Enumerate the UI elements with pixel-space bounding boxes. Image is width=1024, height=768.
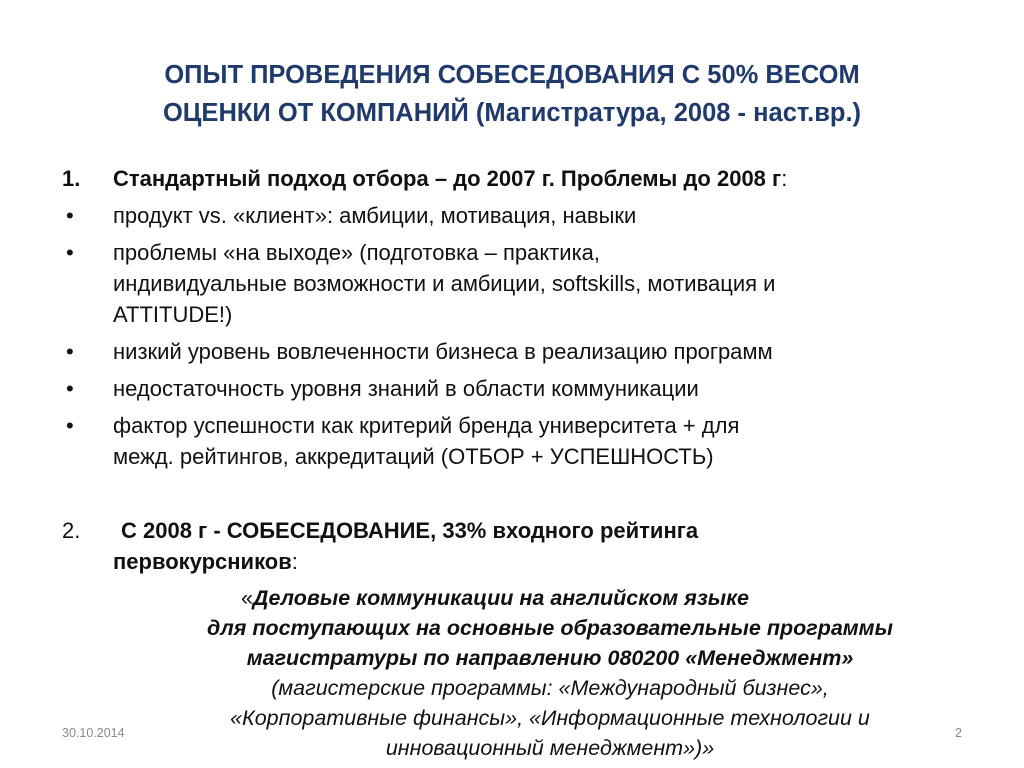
slide-title-line-2: ОЦЕНКИ ОТ КОМПАНИЙ (Магистратура, 2008 - наст.вр.) — [162, 99, 862, 127]
section-1-heading-text: Стандартный подход отбора – до 2007 г. Проблемы до 2008 г — [113, 166, 782, 191]
bullet-item-2-line-2: индивидуальные возможности и амбиции, softskills, мотивация и — [113, 271, 776, 296]
section-2-heading-colon: : — [291, 549, 298, 574]
bullet-item-5-line-1: фактор успешности как критерий бренда университета + для — [113, 413, 740, 438]
bullet-item-1-line-1: продукт vs. «клиент»: амбиции, мотивация, навыки — [113, 203, 637, 228]
course-quote-line-1: Деловые коммуникации на английском языке — [252, 586, 750, 610]
course-quote-line-6: инновационный менеджмент»)» — [385, 736, 715, 760]
section-2-number: 2. — [62, 518, 81, 543]
bullet-icon: • — [66, 376, 74, 401]
section-1-number: 1. — [62, 166, 81, 191]
course-quote-line-4: (магистерские программы: «Международный бизнес», — [271, 676, 829, 700]
section-2-heading-line-1: С 2008 г - СОБЕСЕДОВАНИЕ, 33% входного рейтинга — [121, 518, 699, 543]
bullet-icon: • — [66, 240, 74, 265]
course-quote-line-5: «Корпоративные финансы», «Информационные технологии и — [230, 706, 870, 730]
bullet-icon: • — [66, 203, 74, 228]
course-quote — [100, 583, 1000, 763]
bullet-item-4-line-1: недостаточность уровня знаний в области коммуникации — [113, 376, 699, 401]
quote-open-mark: « — [240, 586, 253, 610]
slide-title-line-1: ОПЫТ ПРОВЕДЕНИЯ СОБЕСЕДОВАНИЯ С 50% ВЕСОМ — [164, 61, 860, 89]
section-1-heading-colon: : — [781, 166, 788, 191]
section-2-heading-line-2: первокурсников — [113, 549, 292, 574]
bullet-icon: • — [66, 339, 74, 364]
bullet-item-2-line-3: ATTITUDE!) — [113, 302, 233, 327]
slide-title — [70, 56, 954, 132]
footer-date: 30.10.2014 — [62, 726, 125, 740]
footer-page-number: 2 — [955, 726, 962, 740]
bullet-item-5-line-2: межд. рейтингов, аккредитаций (ОТБОР + УСПЕШНОСТЬ) — [113, 444, 714, 469]
bullet-item-3-line-1: низкий уровень вовлеченности бизнеса в реализацию программ — [113, 339, 773, 364]
course-quote-line-3: магистратуры по направлению 080200 «Менеджмент» — [246, 646, 854, 670]
bullet-item-2-line-1: проблемы «на выходе» (подготовка – практика, — [113, 240, 601, 265]
course-quote-line-2: для поступающих на основные образовательные программы — [207, 616, 893, 640]
bullet-icon: • — [66, 413, 74, 438]
